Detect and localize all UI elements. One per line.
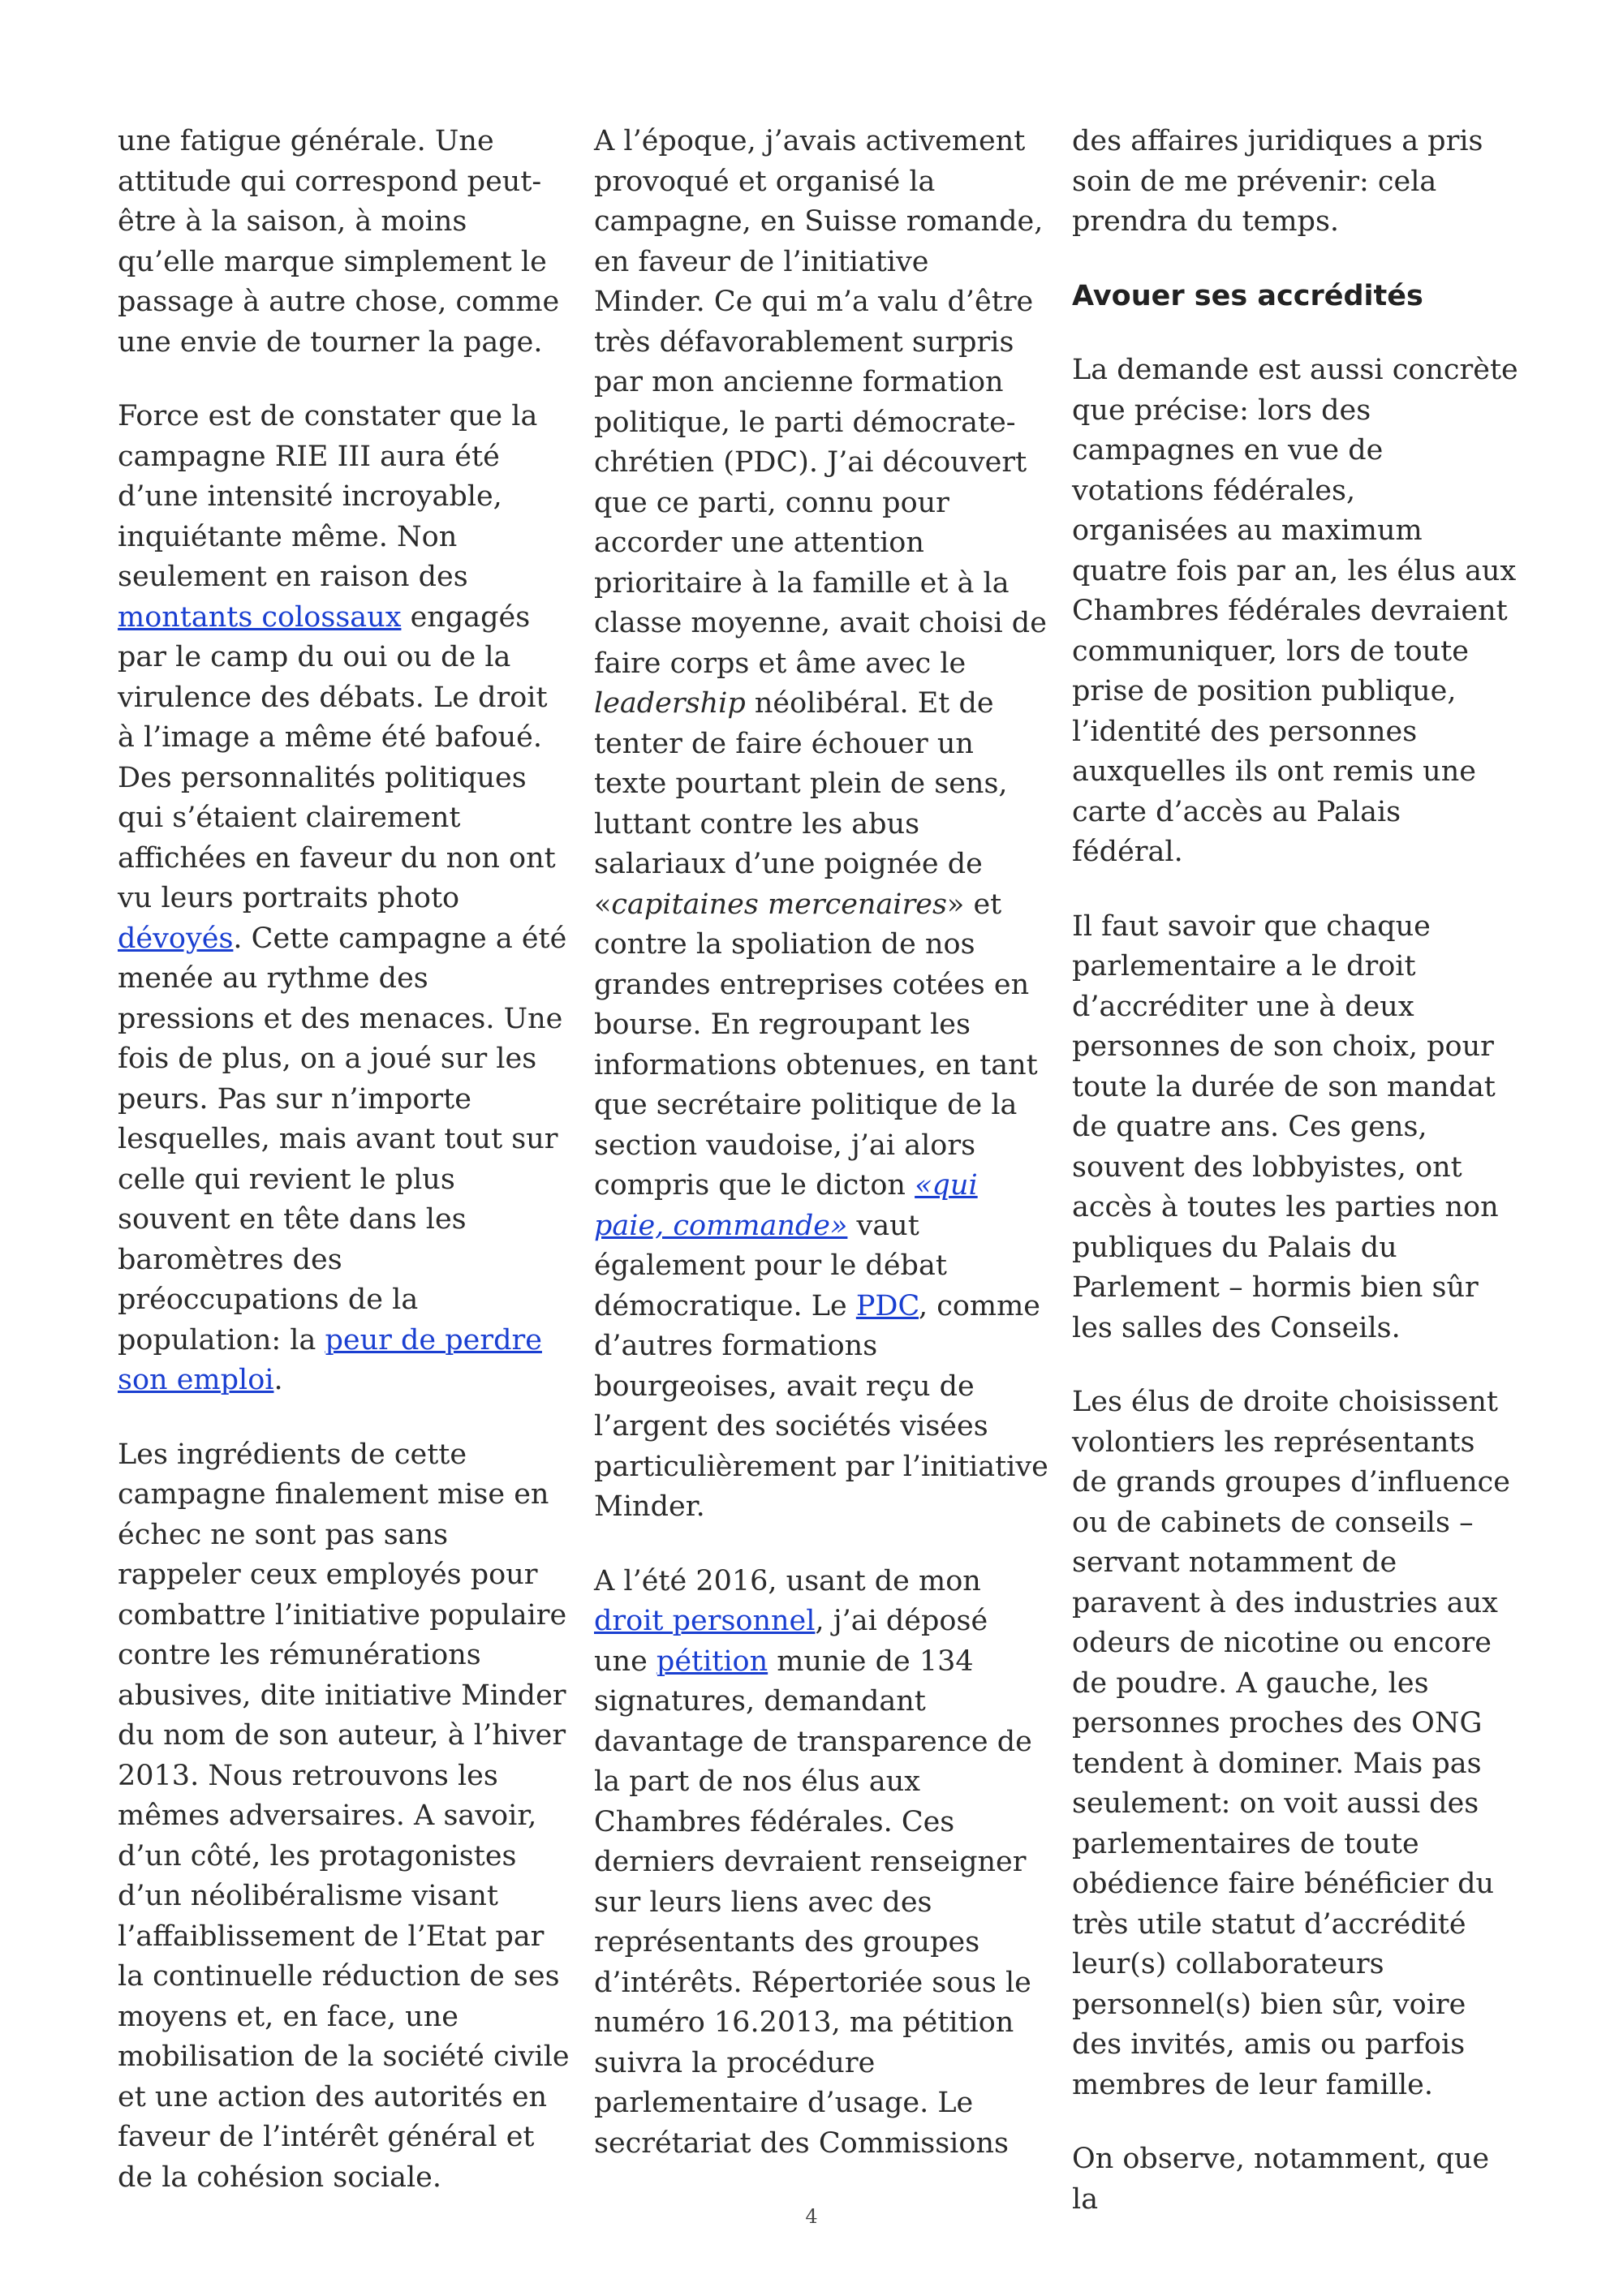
link-petition[interactable]: pétition: [656, 1645, 768, 1678]
paragraph: A l’époque, j’avais activement provoqué et organisé la campagne, en Suisse romande, en faveur de l’initiative Minder. Ce qui m’a valu d’être très défavorablement surpris par mon ancienne formation politique, le parti démocrate-chrétien (PDC). J’ai découvert que ce parti, connu pour accorder une attention prioritaire à la famille et à la classe moyenne, avait choisi de faire corps et âme avec le leadership néolibéral. Et de tenter de faire échouer un texte pourtant plein de sens, luttant contre les abus salariaux d’une poignée de «capitaines mercenaires» et contre la spoliation de nos grandes entreprises cotées en bourse. En regroupant les informations obtenues, en tant que secrétaire politique de la section vaudoise, j’ai alors compris que le dicton «qui paie, commande» vaut également pour le débat démocratique. Le PDC, comme d’autres formations bourgeoises, avait reçu de l’argent des sociétés visées particulièrement par l’initiative Minder.: [594, 125, 1048, 1523]
column-2: [594, 122, 1048, 2164]
section-heading: Avouer ses accrédités: [1072, 279, 1423, 312]
paragraph: Les élus de droite choisissent volontiers les représentants de grands groupes d’influence ou de cabinets de conseils – servant notamment de paravent à des industries aux odeurs de nicotine ou encore de poudre. A gauche, les personnes proches des ONG tendent à dominer. Mais pas seulement: on voit aussi des parlementaires de toute obédience faire bénéficier du très utile statut d’accrédité leur(s) collaborateurs personnel(s) bien sûr, voire des invités, amis ou parfois membres de leur famille.: [1072, 1386, 1510, 2101]
paragraph: Il faut savoir que chaque parlementaire a le droit d’accréditer une à deux personnes de son choix, pour toute la durée de son mandat de quatre ans. Ces gens, souvent des lobbyistes, ont accès à toutes les parties non publiques du Palais du Parlement – hormis bien sûr les salles des Conseils.: [1072, 909, 1499, 1344]
link-montants-colossaux[interactable]: montants colossaux: [118, 600, 402, 634]
emphasis-capitaines-mercenaires: capitaines mercenaires: [611, 888, 947, 921]
paragraph: une fatigue générale. Une attitude qui correspond peut-être à la saison, à moins qu’elle marque simplement le passage à autre chose, comme une envie de tourner la page.: [118, 125, 560, 359]
paragraph: On observe, notamment, que la: [1072, 2143, 1490, 2216]
link-droit-personnel[interactable]: droit personnel: [594, 1605, 816, 1637]
paragraph: des affaires juridiques a pris soin de me prévenir: cela prendra du temps.: [1072, 125, 1483, 238]
paragraph: A l’été 2016, usant de mon droit personnel, j’ai déposé une pétition munie de 134 signatures, demandant davantage de transparence de la part de nos élus aux Chambres fédérales. Ces derniers devraient renseigner sur leurs liens avec des représentants des groupes d’intérêts. Répertoriée sous le numéro 16.2013, ma pétition suivra la procédure parlementaire d’usage. Le secrétariat des Commissions: [594, 1564, 1032, 2160]
paragraph: Force est de constater que la campagne RIE III aura été d’une intensité incroyable, inquiétante même. Non seulement en raison des montants colossaux engagés par le camp du oui ou de la virulence des débats. Le droit à l’image a même été bafoué. Des personnalités politiques qui s’étaient clairement affichées en faveur du non ont vu leurs portraits photo dévoyés. Cette campagne a été menée au rythme des pressions et des menaces. Une fois de plus, on a joué sur les peurs. Pas sur n’importe lesquelles, mais avant tout sur celle qui revient le plus souvent en tête dans les baromètres des préoccupations de la population: la peur de perdre son emploi.: [118, 400, 567, 1396]
link-peur-de-perdre-son-emploi[interactable]: peur de perdre son emploi: [118, 1323, 542, 1396]
link-pdc[interactable]: PDC: [855, 1289, 919, 1322]
paragraph: Les ingrédients de cette campagne finalement mise en échec ne sont pas sans rappeler ceux employés pour combattre l’initiative populaire contre les rémunérations abusives, dite initiative Minder du nom de son auteur, à l’hiver 2013. Nous retrouvons les mêmes adversaires. A savoir, d’un côté, les protagonistes d’un néolibéralisme visant l’affaiblissement de l’Etat par la continuelle réduction de ses moyens et, en face, une mobilisation de la société civile et une action des autorités en faveur de l’intérêt général et de la cohésion sociale.: [118, 1438, 570, 2194]
paragraph: La demande est aussi concrète que précise: lors des campagnes en vue de votations fédérales, organisées au maximum quatre fois par an, les élus aux Chambres fédérales devraient communiquer, lors de toute prise de position publique, l’identité des personnes auxquelles ils ont remis une carte d’accès au Palais fédéral.: [1072, 354, 1518, 868]
page-number: 4: [805, 2205, 818, 2228]
emphasis-leadership: leadership: [594, 687, 746, 720]
link-qui-paie-commande[interactable]: «qui paie, commande»: [594, 1169, 978, 1242]
column-3: [1072, 122, 1518, 2220]
column-1: [118, 122, 572, 2198]
link-devoyes[interactable]: dévoyés: [118, 922, 234, 955]
